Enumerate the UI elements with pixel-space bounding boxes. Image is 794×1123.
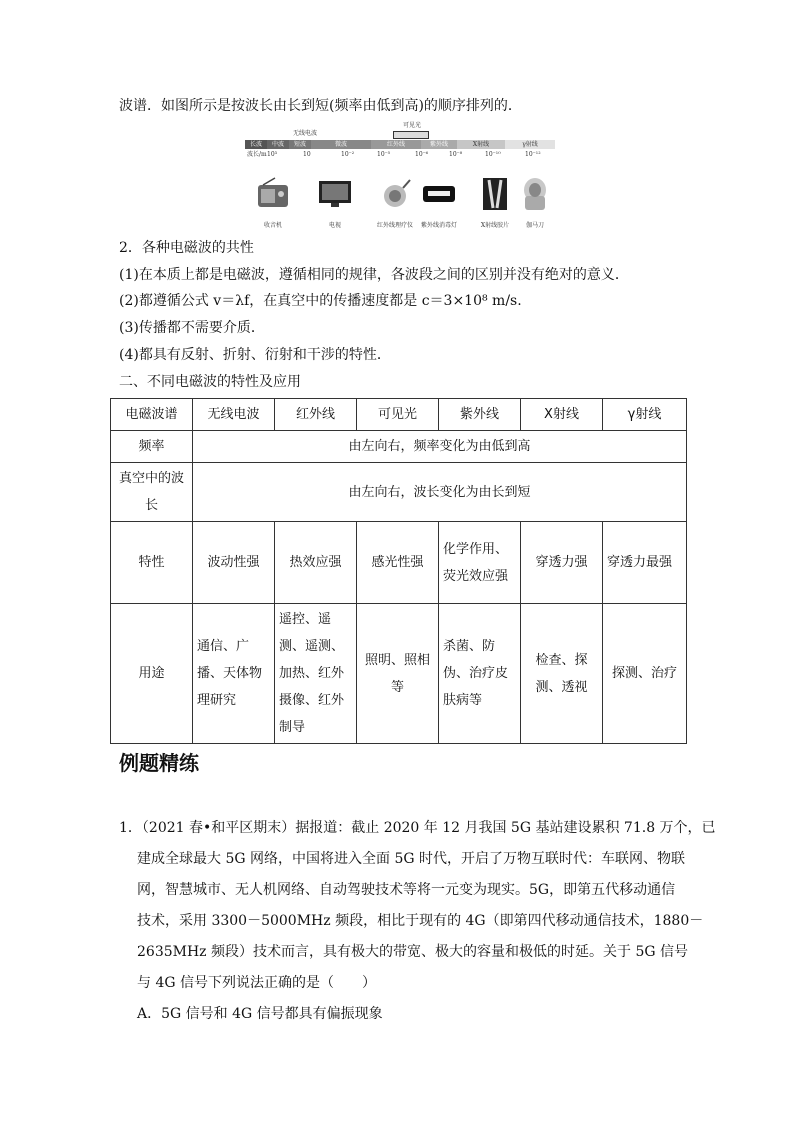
band-infrared: 红外线 [371,140,421,149]
intro-text: 波谱．如图所示是按波长由长到短(频率由低到高)的顺序排列的． [119,98,522,114]
section2-title: 二、不同电磁波的特性及应用 [119,374,301,390]
table-header: X射线 [521,399,603,431]
band-short: 短波 [289,140,311,149]
table-cell: 穿透力强 [521,522,603,604]
tick-label: 10⁻¹⁰ [485,151,501,158]
table-row [111,604,687,744]
table-header: 可见光 [357,399,439,431]
table-cell: 波动性强 [193,522,275,604]
table-cell: 热效应强 [275,522,357,604]
band-xray: X射线 [457,140,505,149]
gamma-knife-image [517,176,553,212]
spectrum-bar [245,140,555,149]
option-a[interactable]: A．5G 信号和 4G 信号都具有偏振现象 [137,1006,383,1022]
table-row [111,463,687,522]
infrared-lamp-image [377,176,413,212]
table-header: γ射线 [603,399,687,431]
table-cell: 检查、探测、透视 [521,604,603,744]
caption-xray: X射线胶片 [480,222,510,229]
table-header: 紫外线 [439,399,521,431]
common-item: (4)都具有反射、折射、衍射和干涉的特性． [119,347,391,363]
radio-waves-label: 无线电波 [293,130,318,137]
question-line: 技术，采用 3300－5000MHz 频段，相比于现有的 4G（即第四代移动通信技术，1880－ [137,913,704,929]
table-cell: 探测、治疗 [603,604,687,744]
caption-uv: 紫外线消毒灯 [420,222,457,229]
tv-image [317,176,353,212]
em-wave-table [110,398,687,744]
table-header: 电磁波谱 [111,399,193,431]
table-cell: 穿透力最强 [603,522,687,604]
table-header: 红外线 [275,399,357,431]
common-item: (1)在本质上都是电磁波，遵循相同的规律，各波段之间的区别并没有绝对的意义． [119,267,629,283]
tick-label: 10⁻² [341,151,355,158]
common-heading: 2．各种电磁波的共性 [119,240,254,256]
xray-film-image [477,176,513,212]
band-ultraviolet: 紫外线 [421,140,457,149]
uv-lamp-image [421,176,457,212]
caption-infrared: 红外线理疗仪 [376,222,413,229]
caption-gamma: 伽马刀 [525,222,544,229]
common-item: (2)都遵循公式 v＝λf，在真空中的传播速度都是 c＝3×10⁸ m/s. [119,293,522,309]
tick-label: 10 [303,151,311,158]
spectrum-figure [245,122,555,229]
tick-label: 10⁻⁶ [415,151,429,158]
row-label-use: 用途 [111,604,193,744]
wavelength-axis-label: 波长/m [247,151,267,158]
wavelength-trend: 由左向右，波长变化为由长到短 [193,463,687,522]
visible-light-bracket [393,131,429,139]
tick-label: 10³ [267,151,278,158]
examples-heading: 例题精练 [119,751,199,775]
radio-image [255,176,291,212]
visible-light-label: 可见光 [403,122,422,129]
band-long: 长波 [245,140,267,149]
table-row [111,431,687,463]
question-line: 与 4G 信号下列说法正确的是（ ） [137,975,376,991]
table-cell: 化学作用、荧光效应强 [439,522,521,604]
row-label-frequency: 频率 [111,431,193,463]
tick-label: 10⁻⁵ [377,151,391,158]
caption-tv: 电视 [328,222,341,229]
caption-radio: 收音机 [263,222,282,229]
tick-label: 10⁻¹² [525,151,541,158]
row-label-wavelength: 真空中的波长 [111,463,193,522]
band-micro: 微波 [311,140,371,149]
band-medium: 中波 [267,140,289,149]
table-cell: 遥控、遥测、遥测、加热、红外摄像、红外制导 [275,604,357,744]
question-line: 1．（2021 春•和平区期末）据报道：截止 2020 年 12 月我国 5G 基站建设累积 71.8 万个，已 [119,820,716,836]
common-item: (3)传播都不需要介质． [119,320,265,336]
table-header: 无线电波 [193,399,275,431]
band-gamma: γ射线 [505,140,555,149]
question-line: 建成全球最大 5G 网络，中国将进入全面 5G 时代，开启了万物互联时代：车联网、物联 [137,851,685,867]
tick-label: 10⁻⁸ [449,151,463,158]
table-cell: 杀菌、防伪、治疗皮肤病等 [439,604,521,744]
table-row [111,522,687,604]
table-cell: 照明、照相等 [357,604,439,744]
row-label-property: 特性 [111,522,193,604]
question-line: 网，智慧城市、无人机网络、自动驾驶技术等将一元变为现实。5G，即第五代移动通信 [137,882,676,898]
frequency-trend: 由左向右，频率变化为由低到高 [193,431,687,463]
table-cell: 感光性强 [357,522,439,604]
table-cell: 通信、广播、天体物理研究 [193,604,275,744]
question-line: 2635MHz 频段）技术而言，具有极大的带宽、极大的容量和极低的时延。关于 5G 信号 [137,944,688,960]
table-header-row [111,399,687,431]
